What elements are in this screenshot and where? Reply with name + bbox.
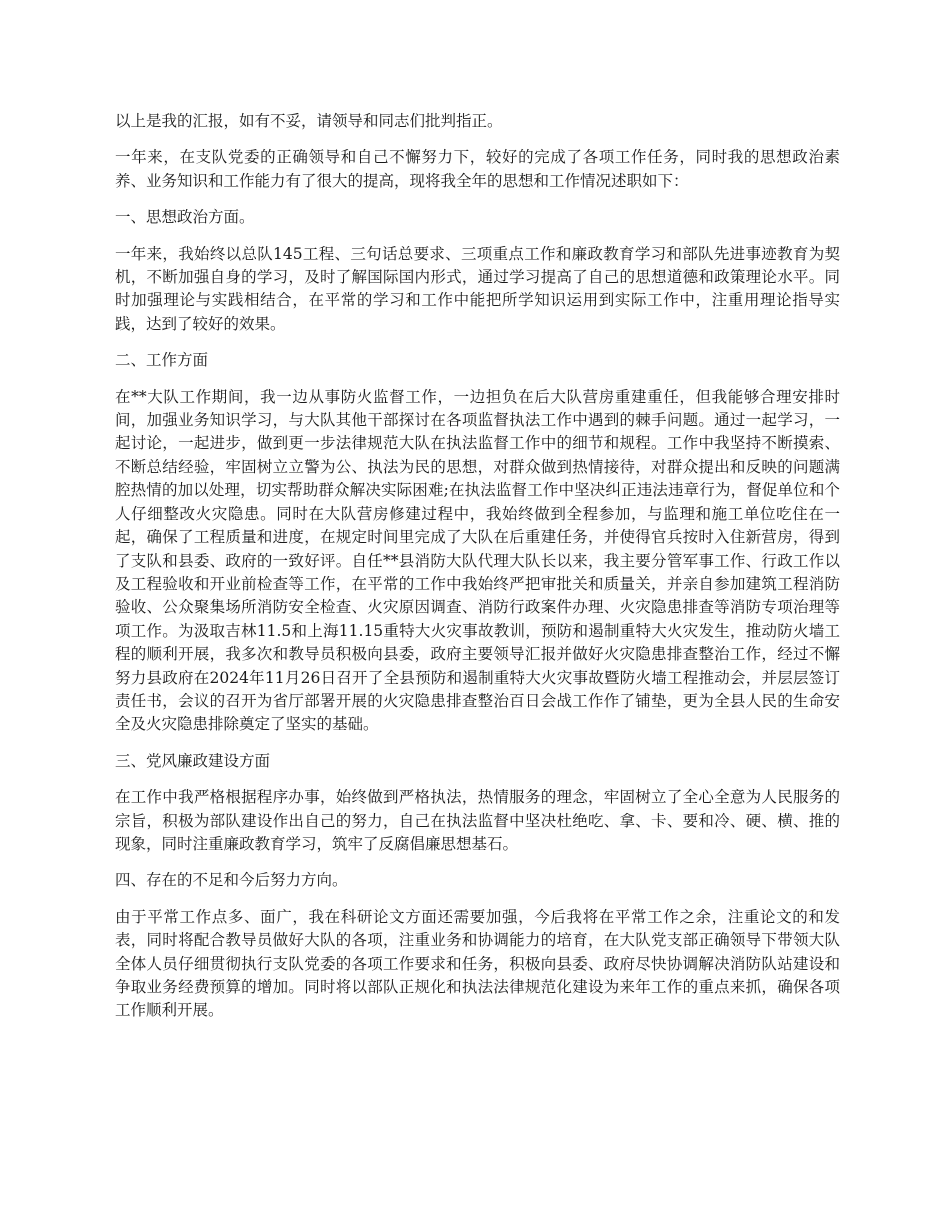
section-heading-work: 二、工作方面 [115, 351, 209, 370]
political-paragraph: 一年来，我始终以总队145工程、三句话总要求、三项重点工作和廉政教育学习和部队先进事迹教育为契机，不断加强自身的学习，及时了解国际国内形式，通过学习提高了自己的思想道德和政策理论水平。同时加强理论与实践相结合，在平常的学习和工作中能把所学知识运用到实际工作中，注重用理论指导实践，达到了较好的效果。 [115, 244, 840, 333]
section-heading-shortcomings: 四、存在的不足和今后努力方向。 [115, 871, 348, 890]
integrity-paragraph: 在工作中我严格根据程序办事，始终做到严格执法，热情服务的理念，牢固树立了全心全意为人民服务的宗旨，积极为部队建设作出自己的努力，自己在执法监督中坚决杜绝吃、拿、卡、要和冷、硬、横、推的现象，同时注重廉政教育学习，筑牢了反腐倡廉思想基石。 [115, 788, 840, 853]
shortcomings-paragraph: 由于平常工作点多、面广，我在科研论文方面还需要加强，今后我将在平常工作之余，注重论文的和发表，同时将配合教导员做好大队的各项，注重业务和协调能力的培育，在大队党支部正确领导下带领大队全体人员仔细贯彻执行支队党委的各项工作要求和任务，积极向县委、政府尽快协调解决消防队站建设和争取业务经费预算的增加。同时将以部队正规化和执法法律规范化建设为来年工作的重点来抓，确保各项工作顺利开展。 [115, 907, 840, 1020]
closing-remark-paragraph: 以上是我的汇报，如有不妥，请领导和同志们批判指正。 [115, 112, 503, 130]
work-paragraph: 在**大队工作期间，我一边从事防火监督工作，一边担负在后大队营房重建重任，但我能够合理安排时间，加强业务知识学习，与大队其他干部探讨在各项监督执法工作中遇到的棘手问题。通过一起学习，一起讨论，一起进步，做到更一步法律规范大队在执法监督工作中的细节和规程。工作中我坚持不断摸索、不断总结经验，牢固树立立警为公、执法为民的思想，对群众做到热情接待，对群众提出和反映的问题满腔热情的加以处理，切实帮助群众解决实际困难;在执法监督工作中坚决纠正违法违章行为，督促单位和个人仔细整改火灾隐患。同时在大队营房修建过程中，我始终做到全程参加，与监理和施工单位吃住在一起，确保了工程质量和进度，在规定时间里完成了大队在后重建任务，并使得官兵按时入住新营房，得到了支队和县委、政府的一致好评。自任**县消防大队代理大队长以来，我主要分管军事工作、行政工作以及工程验收和开业前检查等工作，在平常的工作中我始终严把审批关和质量关，并亲自参加建筑工程消防验收、公众聚集场所消防安全检查、火灾原因调查、消防行政案件办理、火灾隐患排查等消防专项治理等项工作。为汲取吉林11.5和上海11.15重特大火灾事故教训，预防和遏制重特大火灾发生，推动防火墙工程的顺利开展，我多次和教导员积极向县委，政府主要领导汇报并做好火灾隐患排查整治工作，经过不懈努力县政府在2024年11月26日召开了全县预防和遏制重特大火灾事故暨防火墙工程推动会，并层层签订责任书，会议的召开为省厅部署开展的火灾隐患排查整治百日会战工作作了铺垫，更为全县人民的生命安全及火灾隐患排除奠定了坚实的基础。 [115, 387, 840, 734]
intro-paragraph: 一年来，在支队党委的正确领导和自己不懈努力下，较好的完成了各项工作任务，同时我的思想政治素养、业务知识和工作能力有了很大的提高，现将我全年的思想和工作情况述职如下： [115, 148, 840, 190]
document-body [115, 110, 840, 1036]
section-heading-political: 一、思想政治方面。 [115, 208, 255, 227]
section-heading-integrity: 三、党风廉政建设方面 [115, 751, 271, 770]
